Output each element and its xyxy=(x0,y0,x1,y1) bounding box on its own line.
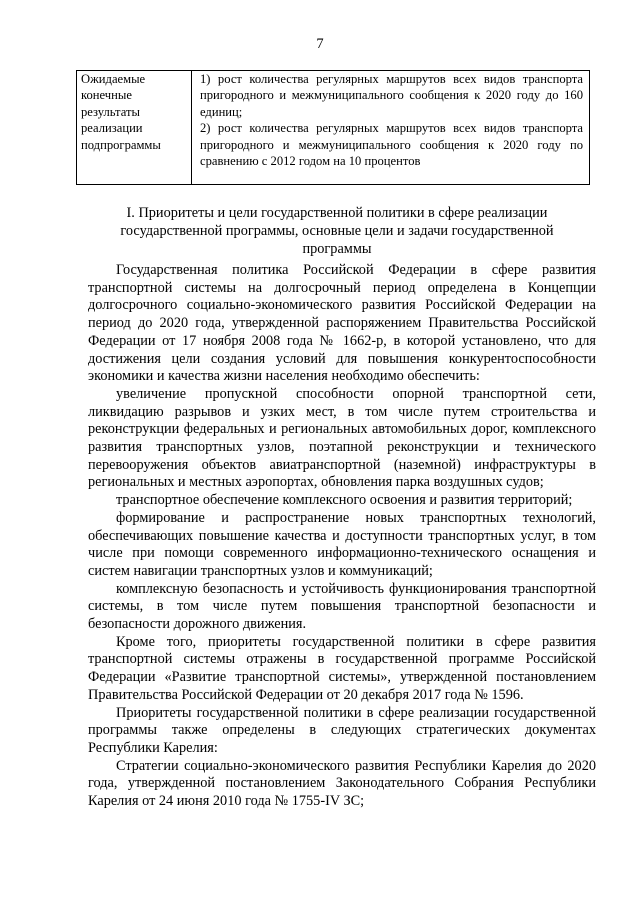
paragraph-safety: комплексную безопасность и устойчивость функционирования транспортной системы, в том числе путем повышения транспортной безопасности и безопасности дорожного движения. xyxy=(88,580,596,633)
table-row xyxy=(77,71,590,185)
section-heading: I. Приоритеты и цели государственной политики в сфере реализации государственной программы, основные цели и задачи государственной программы xyxy=(120,205,554,258)
table-label-cell: Ожидаемые конечные результаты реализации подпрограммы xyxy=(77,71,192,185)
paragraph-new-technologies: формирование и распространение новых транспортных технологий, обеспечивающих повышение качества и доступности транспортных услуг, в том числе при помощи современного информационно-технического оснащения и систем навигации транспортных узлов и коммуникаций; xyxy=(88,509,596,579)
paragraph-policy-concept: Государственная политика Российской Федерации в сфере развития транспортной системы на долгосрочный период определена в Концепции долгосрочного социально-экономического развития Российской Федерации на период до 2020 года, утвержденной распоряжением Правительства Российской Федерации от 17 ноября 2008 года № 1662-р, в которой установлено, что для достижения цели создания условий для повышения конкурентоспособности экономики и качества жизни населения необходимо обеспечить: xyxy=(88,262,596,385)
paragraph-strategic-documents: Приоритеты государственной политики в сфере реализации государственной программы также определены в следующих стратегических документах Республики Карелия: xyxy=(88,704,596,756)
paragraph-territory-support: транспортное обеспечение комплексного освоения и развития территорий; xyxy=(116,492,573,509)
table-item-1: 1) рост количества регулярных маршрутов всех видов транспорта пригородного и межмуниципального сообщения к 2020 году до 160 единиц; xyxy=(200,72,583,119)
paragraph-strategy-2020: Стратегии социально-экономического развития Республики Карелия до 2020 года, утвержденной постановлением Законодательного Собрания Республики Карелия от 24 июня 2010 года № 1755-IV ЗС; xyxy=(88,757,596,810)
body-text xyxy=(88,262,596,811)
paragraph-federal-program: Кроме того, приоритеты государственной политики в сфере развития транспортной системы отражены в государственной программе Российской Федерации «Развитие транспортной системы», утвержденной постановлением Правительства Российской Федерации от 20 декабря 2017 года № 1596. xyxy=(88,633,596,703)
results-table xyxy=(76,70,590,185)
page-number: 7 xyxy=(316,36,324,52)
table-content-cell xyxy=(192,71,590,185)
paragraph-throughput: увеличение пропускной способности опорной транспортной сети, ликвидацию разрывов и узких мест, в том числе путем строительства и реконструкции федеральных и региональных автомобильных дорог, комплексного развития транспортных узлов, поэтапной реконструкции и технического перевооружения объектов авиатранспортной (наземной) инфраструктуры в региональных и местных аэропортах, обновления парка воздушных судов; xyxy=(88,385,596,491)
table-item-2: 2) рост количества регулярных маршрутов всех видов транспорта пригородного и межмуниципального сообщения к 2020 году по сравнению с 2012 годом на 10 процентов xyxy=(200,121,583,169)
